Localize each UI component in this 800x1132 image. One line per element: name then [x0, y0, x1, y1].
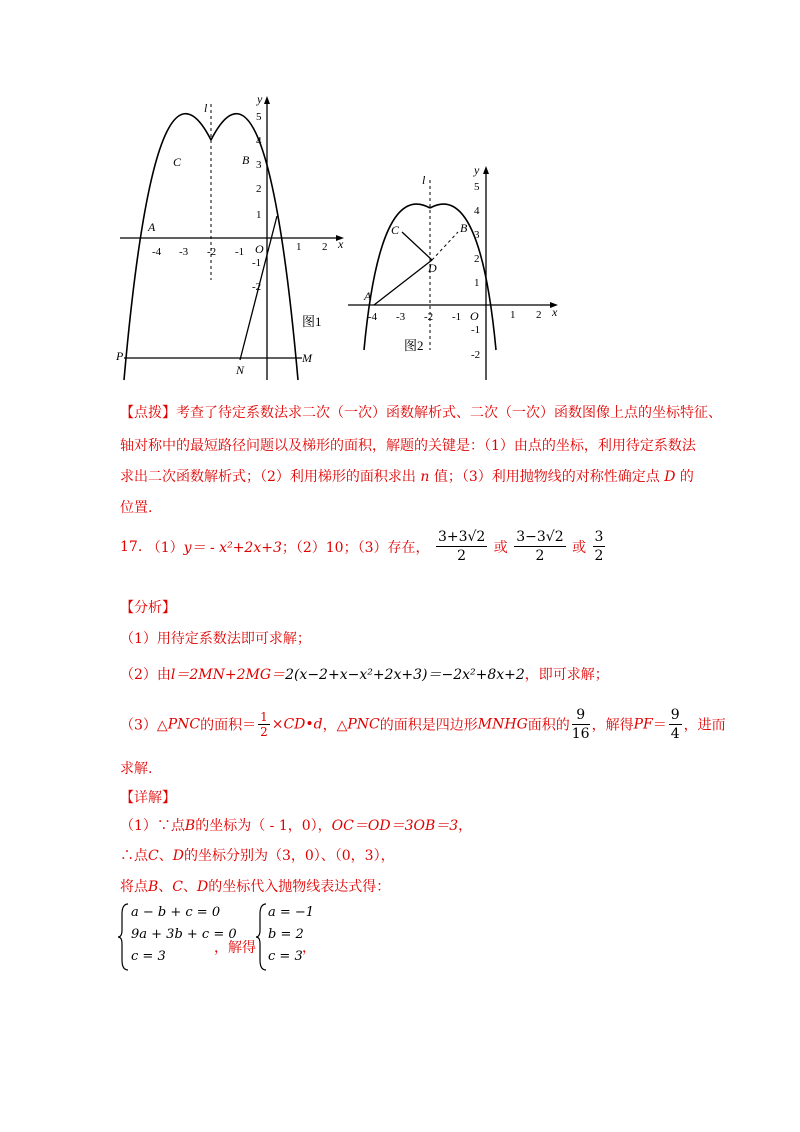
fig2-point-A: A [364, 289, 372, 303]
system-1 [131, 902, 237, 968]
analysis-tag: 【分析】 [120, 600, 176, 616]
fig2-xtick-neg2: -2 [424, 311, 434, 323]
detail-tag: 【详解】 [120, 790, 176, 806]
fig1-point-N: N [236, 363, 245, 377]
comment-text-3a: 求出二次函数解析式；（2）利用梯形的面积求出 [120, 469, 416, 485]
analysis-step-1: （1）用待定系数法即可求解； [120, 631, 311, 647]
comment-text-3b: 值；（3）利用抛物线的对称性确定点 [433, 469, 660, 485]
analysis-frac-9-16: $\frac{9}{16}$ [571, 707, 590, 742]
analysis-step-4: 求解. [120, 761, 153, 777]
comment-line-4: 位置. [120, 500, 153, 516]
comment-tag: 【点拨】 [120, 405, 176, 421]
fig1-xtick-neg3: -3 [179, 246, 189, 258]
q17-frac-3: $\frac{3}{2}$ [594, 529, 604, 564]
fig1-origin: O [255, 242, 264, 256]
fig1-xtick-1: 1 [296, 241, 302, 253]
fig1-point-C: C [173, 155, 182, 169]
q17-number: 17. [120, 538, 143, 555]
analysis-step-3: （3）△PNC的面积＝ $\frac{1}{2}$ ×CD•d，△PNC的面积是四边形MNHG面积的 $\frac{9}{16}$ ，解得PF＝ $\frac{9}{4}$ ，进而 [120, 707, 726, 742]
fig1-xtick-neg4: -4 [152, 246, 162, 258]
q17-part2: ；（2）10；（3）存在， [281, 539, 430, 556]
fig1-point-A: A [148, 220, 156, 234]
detail-line-3: 将点B、C、D的坐标代入抛物线表达式得： [120, 879, 391, 895]
fig2-ytick-2: 2 [474, 253, 480, 265]
analysis-expression: 2(x−2+x−x²+2x+3)＝−2x²+8x+2 [285, 667, 525, 683]
q17-formula: y＝ - x²+2x+3 [183, 539, 282, 556]
fig2-xtick-2: 2 [536, 309, 542, 321]
detail-solve-text: ，解得 [214, 940, 256, 956]
system-2-eq-2: b = 2 [268, 927, 304, 942]
fig2-x-label: x [552, 305, 558, 319]
system-2-eq-3: c = 3 [268, 949, 303, 964]
fig2-xtick-neg4: -4 [368, 311, 378, 323]
fig2-origin: O [470, 309, 479, 323]
fig2-xtick-neg1: -1 [452, 311, 462, 323]
comment-line-2: 轴对称中的最短路径问题以及梯形的面积，解题的关键是：（1）由点的坐标，利用待定系数法 [120, 438, 696, 454]
system-2-eq-1: a = −1 [268, 905, 315, 920]
figure-1-graph [112, 90, 352, 385]
system-1-brace [118, 902, 130, 972]
fig2-ytick-neg2: -2 [471, 349, 481, 361]
fig1-point-P: P [116, 349, 124, 363]
fig1-point-M: M [302, 351, 312, 365]
detail-end-comma: ， [302, 940, 316, 956]
fig2-ytick-5: 5 [474, 181, 480, 193]
fig1-ytick-5: 5 [256, 111, 262, 123]
analysis-frac-9-4: $\frac{9}{4}$ [670, 707, 680, 742]
comment-var-n: n [420, 469, 430, 485]
q17-part1: （1） [146, 539, 184, 556]
fig1-caption: 图1 [302, 314, 322, 329]
fig2-point-C: C [391, 223, 400, 237]
fig1-ytick-3: 3 [256, 159, 262, 171]
figure-2 [340, 160, 570, 385]
comment-text-3c: 的 [679, 469, 694, 485]
fig2-ytick-3: 3 [474, 229, 480, 241]
fig2-xtick-neg3: -3 [396, 311, 406, 323]
figure-1 [112, 90, 352, 385]
q17-frac-1: $\frac{3+3√2}{2}$ [437, 529, 486, 564]
q17-or-1: 或 [493, 539, 508, 556]
fig1-ytick-neg1: -1 [252, 257, 262, 269]
system-2-brace [256, 902, 268, 972]
detail-line-1: （1）∵点B的坐标为（ - 1，0），OC＝OD＝3OB＝3， [120, 818, 473, 834]
fig1-l-label: l [204, 101, 208, 115]
analysis-half: $\frac{1}{2}$ [260, 710, 268, 739]
q17-answer [120, 528, 607, 568]
comment-line-3 [120, 466, 694, 486]
fig1-y-label: y [257, 92, 263, 106]
fig1-ytick-neg2: -2 [252, 281, 262, 293]
fig2-ytick-1: 1 [474, 277, 480, 289]
fig2-l-label: l [422, 173, 426, 187]
q17-frac-2: $\frac{3-3√2}{2}$ [516, 529, 564, 564]
detail-line-2: ∴点C、D的坐标分别为（3，0）、（0，3）， [120, 848, 395, 864]
fig2-ytick-neg1: -1 [471, 324, 481, 336]
q17-or-2: 或 [572, 539, 587, 556]
fig1-xtick-neg2: -2 [207, 246, 217, 258]
fig2-point-D: D [428, 261, 437, 275]
system-2 [268, 902, 314, 968]
fig1-xtick-neg1: -1 [235, 246, 245, 258]
fig1-x-label: x [338, 237, 344, 251]
comment-line-1 [120, 402, 722, 422]
fig1-point-B: B [242, 153, 250, 167]
fig1-xtick-2: 2 [322, 241, 328, 253]
fig2-ytick-4: 4 [474, 205, 480, 217]
system-1-eq-3: c = 3 [131, 949, 166, 964]
fig2-y-label: y [474, 163, 480, 177]
analysis-step-2: （2）由l＝2MN+2MG＝2(x−2+x−x²+2x+3)＝−2x²+8x+2，即可求解； [120, 667, 609, 683]
fig2-xtick-1: 1 [510, 309, 516, 321]
comment-var-D: D [664, 469, 676, 485]
fig1-ytick-1: 1 [256, 209, 262, 221]
system-1-eq-2: 9a + 3b + c = 0 [131, 927, 237, 942]
comment-text-1: 考查了待定系数法求二次（一次）函数解析式、二次（一次）函数图像上点的坐标特征、 [176, 405, 722, 421]
fig1-ytick-2: 2 [256, 183, 262, 195]
fig2-caption: 图2 [404, 338, 424, 353]
figure-2-graph [340, 160, 570, 385]
system-1-eq-1: a − b + c = 0 [131, 905, 221, 920]
fig1-ytick-4: 4 [256, 135, 262, 147]
fig2-point-B: B [460, 221, 468, 235]
